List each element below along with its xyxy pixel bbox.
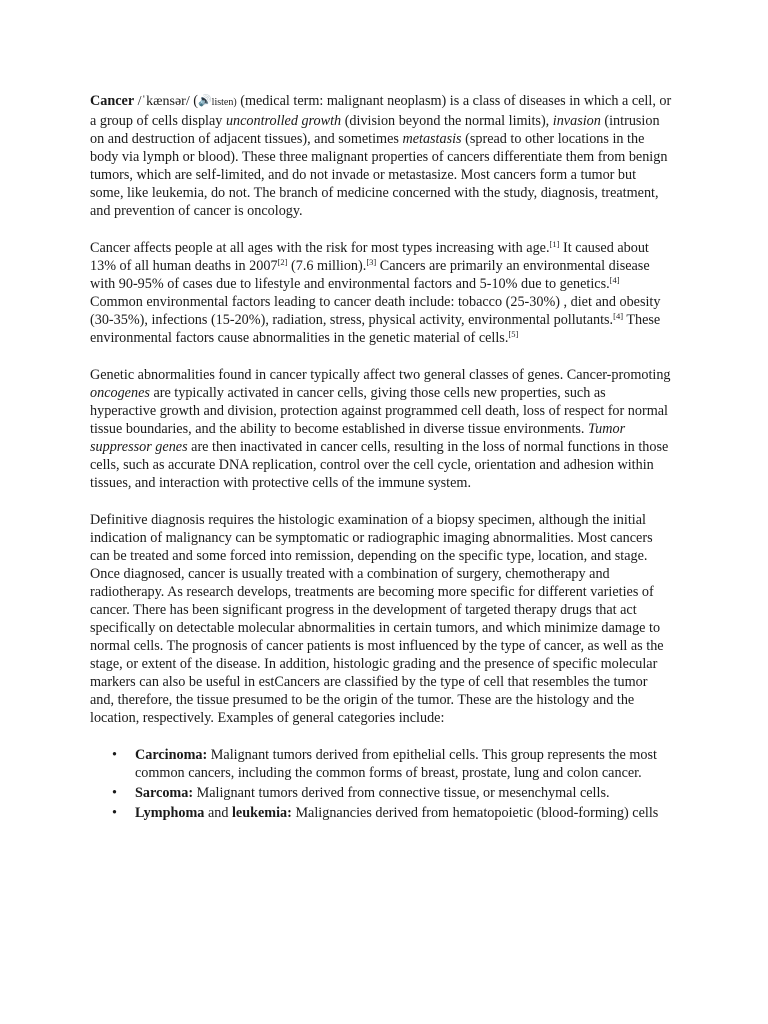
sarcoma-text: Malignant tumors derived from connective tissue, or mesenchymal cells. [193, 785, 610, 801]
list-item-sarcoma [90, 784, 672, 802]
pronunciation: /ˈkænsər/ [134, 94, 194, 109]
citation-4[interactable]: [4] [609, 275, 620, 285]
term-carcinoma: Carcinoma: [135, 747, 208, 763]
em-oncogenes: oncogenes [90, 385, 150, 401]
intro-text-3: (intrusion on and destruction of adjacent tissues), and sometimes [90, 113, 660, 147]
paragraph-diagnosis [90, 511, 672, 727]
category-list [90, 746, 672, 822]
em-uncontrolled-growth: uncontrolled growth [225, 113, 342, 129]
term-leukemia: leukemia: [231, 805, 292, 821]
genetics-text-3: are then inactivated in cancer cells, resulting in the loss of normal functions in those cells, such as accurate DNA replication, control over the cell cycle, orientation and adhesion within tissues, and interaction with protective cells of the immune system. [90, 439, 669, 491]
carcinoma-text: Malignant tumors derived from epithelial cells. This group represents the most common cancers, including the common forms of breast, prostate, lung and colon cancer. [135, 747, 657, 781]
citation-1[interactable]: [1] [549, 239, 560, 249]
intro-text-2: (division beyond the normal limits), [341, 113, 553, 129]
paragraph-genetics [90, 366, 672, 492]
risk-text-6: These environmental factors cause abnormalities in the genetic material of cells. [90, 312, 661, 346]
list-item-lymphoma [90, 804, 672, 822]
risk-text-5: Common environmental factors leading to cancer death include: tobacco (25-30%) , diet and obesity (30-35%), infections (15-20%), radiation, stress, physical activity, environmental pollutants. [90, 294, 661, 328]
intro-text-4: (spread to other locations in the body via lymph or blood). These three malignant properties of cancers differentiate them from benign tumors, which are self-limited, and do not invade or metastasize. Most cancers form a tumor but some, like leukemia, do not. The branch of medicine concerned with the study, diagnosis, treatment, and prevention of cancer is oncology. [90, 131, 668, 219]
list-item-carcinoma [90, 746, 672, 782]
genetics-text-2: are typically activated in cancer cells, giving those cells new properties, such as hyperactive growth and division, protection against programmed cell death, loss of respect for normal tissue boundaries, and the ability to become established in diverse tissue environments. [90, 385, 668, 437]
genetics-text-1: Genetic abnormalities found in cancer typically affect two general classes of genes. Cancer-promoting [90, 367, 671, 383]
risk-text-4: Cancers are primarily an environmental disease with 90-95% of cases due to lifestyle and environmental factors and 5-10% due to genetics. [90, 258, 650, 292]
open-paren: ( [193, 93, 198, 109]
bullet-dot-icon: • [112, 785, 117, 801]
speaker-icon[interactable]: 🔊 [197, 95, 212, 107]
lymphoma-text: Malignancies derived from hematopoietic (blood-forming) cells [291, 805, 659, 821]
citation-2[interactable]: [2] [277, 257, 288, 267]
term-cancer: Cancer [90, 93, 135, 109]
risk-text-2: It caused about 13% of all human deaths in 2007 [90, 240, 649, 274]
term-lymphoma: Lymphoma [135, 805, 205, 821]
citation-3[interactable]: [3] [366, 257, 377, 267]
paragraph-intro [90, 92, 672, 220]
em-metastasis: metastasis [402, 131, 462, 147]
risk-text-1: Cancer affects people at all ages with the risk for most types increasing with age. [90, 240, 550, 256]
paragraph-risk [90, 239, 672, 347]
em-invasion: invasion [552, 113, 601, 129]
bullet-dot-icon: • [112, 805, 117, 821]
citation-5[interactable]: [5] [508, 329, 519, 339]
risk-text-3: (7.6 million). [287, 258, 367, 274]
lymphoma-and: and [204, 805, 232, 821]
em-tumor-suppressor-genes: Tumor suppressor genes [90, 421, 626, 455]
citation-4b[interactable]: [4] [613, 311, 624, 321]
listen-link[interactable]: listen) [211, 97, 237, 108]
term-sarcoma: Sarcoma: [135, 785, 194, 801]
intro-text-1: (medical term: malignant neoplasm) is a class of diseases in which a cell, or a group of cells display [90, 93, 672, 129]
diagnosis-text: Definitive diagnosis requires the histologic examination of a biopsy specimen, although the initial indication of malignancy can be symptomatic or radiographic imaging abnormalities. Most cancers can be treated and some forced into remission, depending on the specific type, location, and stage. Once diagnosed, cancer is usually treated with a combination of surgery, chemotherapy and radiotherapy. As research develops, treatments are becoming more specific for different varieties of cancer. There has been significant progress in the development of targeted therapy drugs that act specifically on detectable molecular abnormalities in certain tumors, and which minimize damage to normal cells. The prognosis of cancer patients is most influenced by the type of cancer, as well as the stage, or extent of the disease. In addition, histologic grading and the presence of specific molecular markers can also be useful in estCancers are classified by the type of cell that resembles the tumor and, therefore, the tissue presumed to be the origin of the tumor. These are the histology and the location, respectively. Examples of general categories include: [90, 512, 664, 726]
bullet-dot-icon: • [112, 747, 117, 763]
document-page [90, 92, 672, 824]
